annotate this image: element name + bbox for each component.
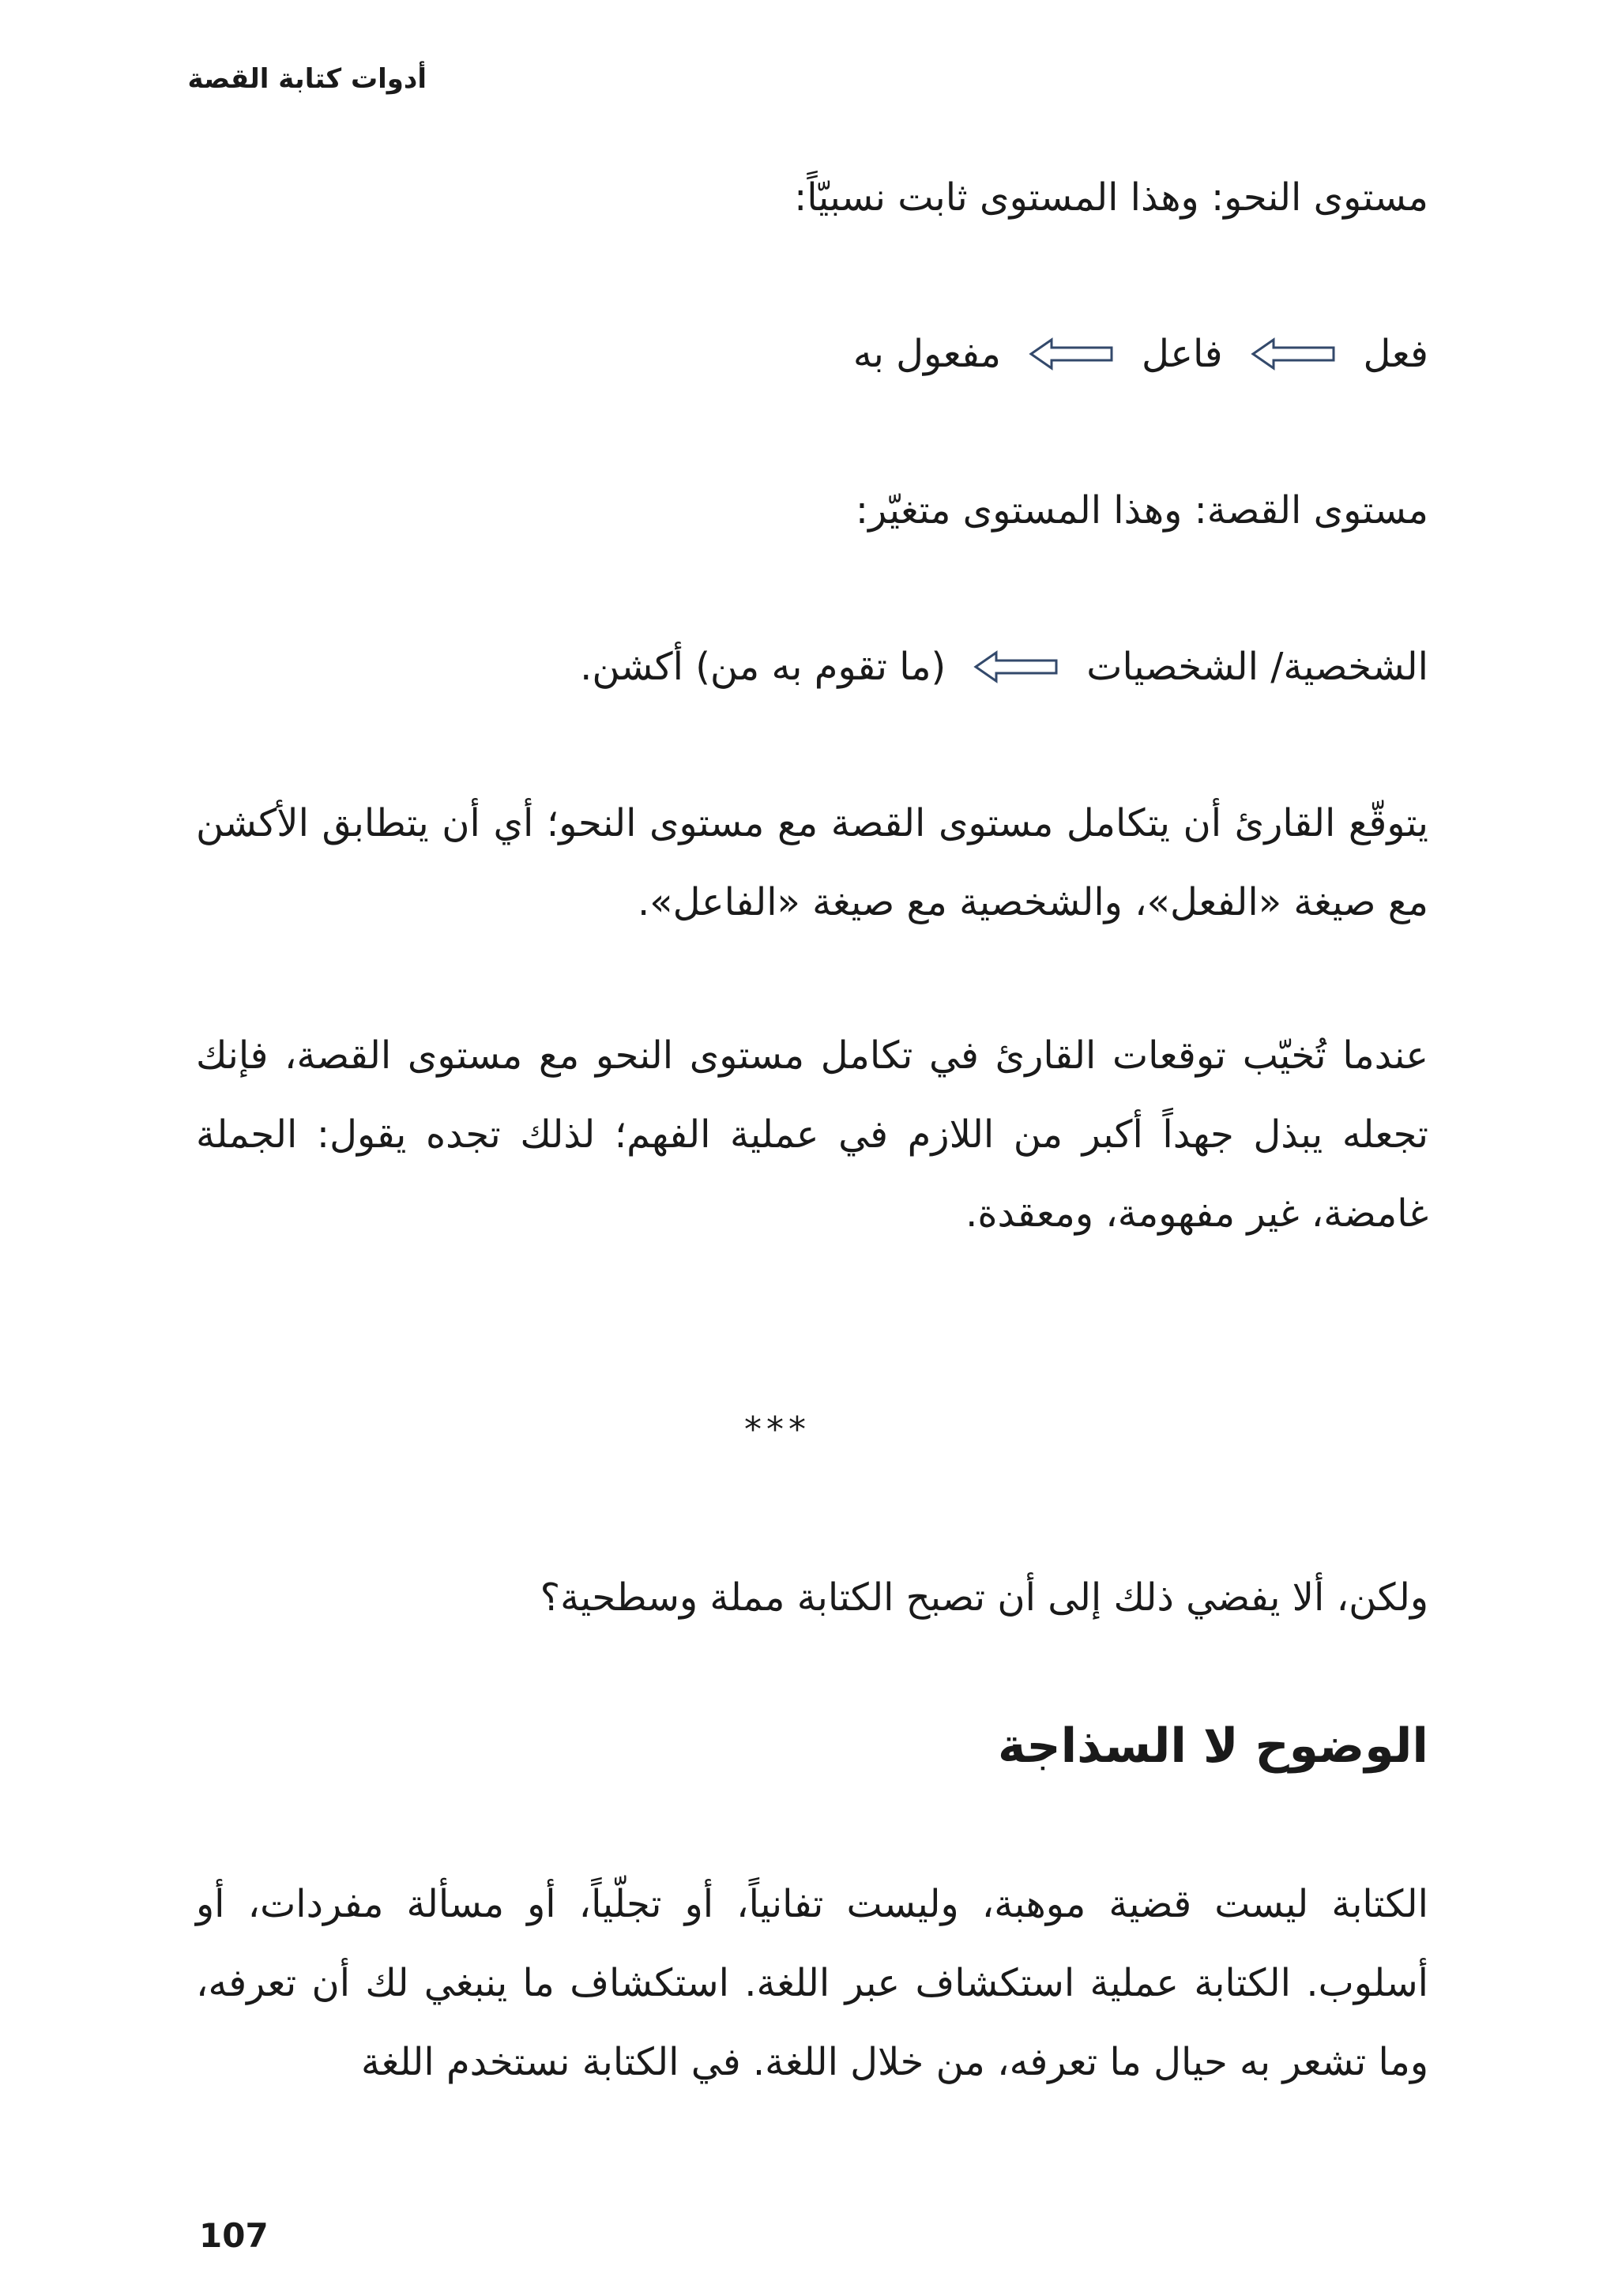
syntax-level-line: مستوى النحو: وهذا المستوى ثابت نسبيّاً: bbox=[794, 175, 1428, 220]
left-arrow-icon bbox=[1028, 337, 1115, 371]
story-chain-characters: الشخصية/ الشخصيات bbox=[1086, 645, 1428, 689]
left-arrow-icon bbox=[1250, 337, 1337, 371]
question-line: ولكن، ألا يفضي ذلك إلى أن تصبح الكتابة مملة وسطحية؟ bbox=[540, 1575, 1428, 1620]
paragraph-frustration: عندما تُخيّب توقعات القارئ في تكامل مستوى النحو مع مستوى القصة، فإنك تجعله يبذل جهداً أكبر من اللازم في عملية الفهم؛ لذلك تجده يقول: الجملة غامضة، غير مفهومة، ومعقدة. bbox=[196, 1033, 1428, 1236]
paragraph-expectation: يتوقّع القارئ أن يتكامل مستوى القصة مع مستوى النحو؛ أي أن يتطابق الأكشن مع صيغة «الفعل»، والشخصية مع صيغة «الفاعل». bbox=[196, 801, 1428, 924]
story-level-line: مستوى القصة: وهذا المستوى متغيّر: bbox=[855, 488, 1428, 533]
syntax-chain-object: مفعول به bbox=[852, 332, 1001, 376]
syntax-chain-verb: فعل bbox=[1363, 332, 1428, 376]
left-arrow-icon bbox=[973, 649, 1059, 684]
running-header: أدوات كتابة القصة bbox=[187, 63, 427, 95]
page-number: 107 bbox=[199, 2216, 269, 2255]
syntax-chain bbox=[853, 314, 1428, 393]
story-chain-action: (ما تقوم به من) أكشن. bbox=[580, 645, 946, 689]
section-separator: *** bbox=[744, 1410, 811, 1450]
story-chain bbox=[580, 627, 1428, 706]
paragraph-writing: الكتابة ليست قضية موهبة، وليست تفانياً، أو تجلّياً، أو مسألة مفردات، أو أسلوب. الكتابة عملية استكشاف عبر اللغة. استكشاف ما ينبغي لك أن تعرفه، وما تشعر به حيال ما تعرفه، من خلال اللغة. في الكتابة نستخدم اللغة bbox=[196, 1882, 1428, 2084]
syntax-chain-subject: فاعل bbox=[1141, 332, 1223, 376]
section-heading: الوضوح لا السذاجة bbox=[997, 1718, 1428, 1774]
